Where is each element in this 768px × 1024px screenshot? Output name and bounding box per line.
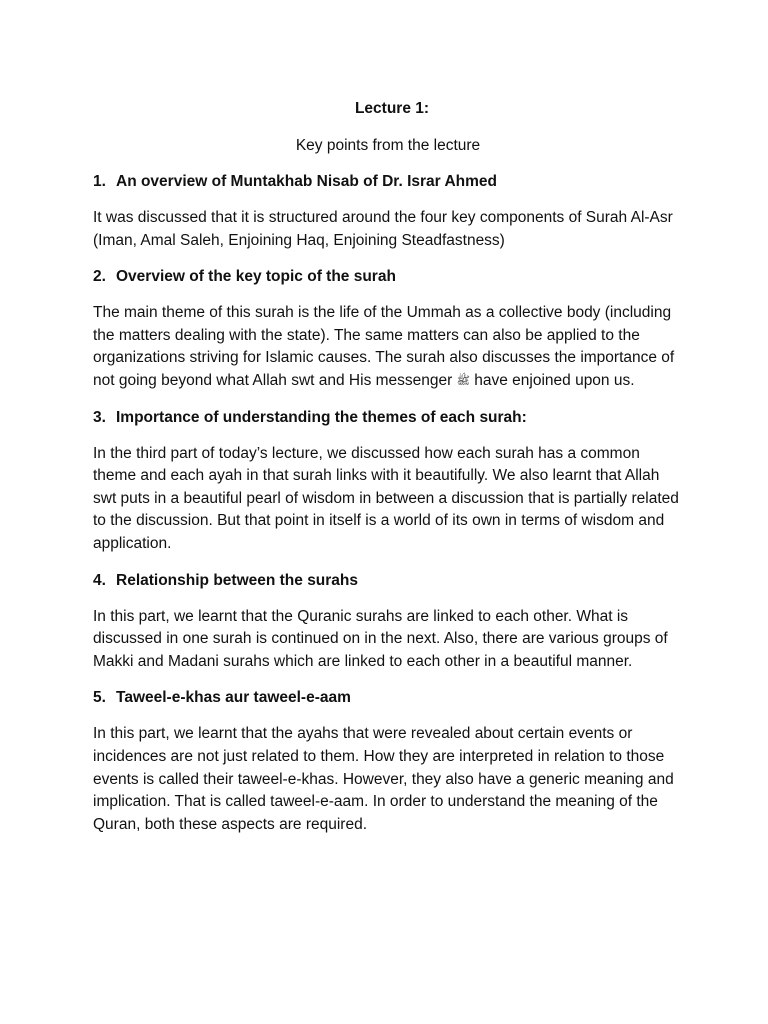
- page-subtitle: Key points from the lecture: [295, 137, 481, 154]
- section-heading-text: Overview of the key topic of the surah: [116, 268, 396, 286]
- section-body-4: In this part, we learnt that the Quranic surahs are linked to each other. What is discussed in one surah is continued on in the next. Also, there are various groups of Makki and Madani surahs which are linked to each other in a beautiful manner.: [93, 607, 668, 670]
- section-heading-text: Taweel-e-khas aur taweel-e-aam: [116, 689, 351, 707]
- section-heading-text: Importance of understanding the themes of each surah:: [116, 408, 527, 426]
- section-body-text: The main theme of this surah is the life of the Ummah as a collective body (including the matters dealing with the state). The same matters can also be applied to the organizations striving for Islamic causes. The surah also discusses the importance of not going beyond what Allah swt and His messenger: [93, 304, 675, 389]
- pbuh-symbol: ﷺ: [456, 373, 470, 387]
- section-body-2: [93, 302, 683, 392]
- section-body-5: In this part, we learnt that the ayahs that were revealed about certain events or incidences are not just related to them. How they are interpreted in relation to those events is called their taweel-e-khas. However, they also have a generic meaning and implication. That is called taweel-e-aam. In order to understand the meaning of the Quran, both these aspects are required.: [93, 725, 674, 833]
- section-heading-4: [93, 570, 683, 592]
- section-heading-3: [93, 407, 683, 429]
- section-heading-text: An overview of Muntakhab Nisab of Dr. Israr Ahmed: [116, 173, 497, 190]
- section-number: 5.: [93, 689, 106, 707]
- section-number: 2.: [93, 268, 106, 286]
- section-heading-2: [93, 266, 683, 288]
- section-body-3: In the third part of today’s lecture, we discussed how each surah has a common theme and each ayah in that surah links with it beautifully. We also learnt that Allah swt puts in a beautiful pearl of wisdom in between a discussion that is partially related to the discussion. But that point in itself is a world of its own in terms of wisdom and application.: [93, 444, 679, 552]
- section-heading-text: Relationship between the surahs: [116, 571, 359, 589]
- document-page: [93, 98, 683, 850]
- section-body-text: have enjoined upon us.: [474, 371, 635, 389]
- section-heading-1: [93, 171, 683, 193]
- page-title: Lecture 1:: [354, 100, 430, 117]
- section-number: 1.: [93, 173, 106, 190]
- section-heading-5: [93, 687, 683, 709]
- section-number: 3.: [93, 408, 106, 426]
- section-body-1: It was discussed that it is structured around the four key components of Surah Al-Asr (Iman, Amal Saleh, Enjoining Haq, Enjoining Steadfastness): [93, 209, 673, 249]
- section-number: 4.: [93, 571, 106, 589]
